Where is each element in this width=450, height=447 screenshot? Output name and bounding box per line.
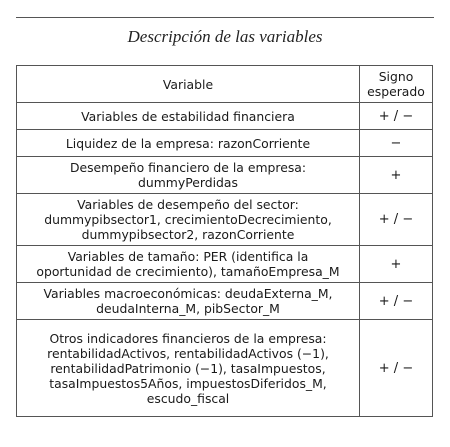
header-variable: Variable [17, 66, 360, 103]
variable-cell: Otros indicadores financieros de la empresa: rentabilidadActivos, rentabilidadActivos (−1), rentabilidadPatrimonio (−1), tasaImpuestos, tasaImpuestos5Años, impuestosDiferidos_M, escudo_fiscal [17, 320, 360, 417]
sign-cell: + [360, 157, 433, 194]
sign-cell: + / − [360, 283, 433, 320]
table-row [17, 157, 433, 194]
table-row [17, 194, 433, 246]
sign-cell: + / − [360, 103, 433, 130]
sign-cell: + / − [360, 320, 433, 417]
variable-cell: Variables de tamaño: PER (identifica la oportunidad de crecimiento), tamañoEmpresa_M [17, 246, 360, 283]
table-title: Descripción de las variables [127, 27, 323, 46]
top-rule [16, 17, 434, 18]
header-expected-sign: Signo esperado [360, 66, 433, 103]
table-row [17, 103, 433, 130]
variable-cell: Variables de estabilidad financiera [17, 103, 360, 130]
variables-table [16, 65, 433, 417]
variable-cell: Desempeño financiero de la empresa: dummyPerdidas [17, 157, 360, 194]
variable-cell: Variables de desempeño del sector: dummypibsector1, crecimientoDecrecimiento, dummypibsector2, razonCorriente [17, 194, 360, 246]
variable-cell: Liquidez de la empresa: razonCorriente [17, 130, 360, 157]
sign-cell: − [360, 130, 433, 157]
table-row [17, 320, 433, 417]
table-header-row [17, 66, 433, 103]
sign-cell: + [360, 246, 433, 283]
table-row [17, 130, 433, 157]
table-row [17, 283, 433, 320]
variable-cell: Variables macroeconómicas: deudaExterna_M, deudaInterna_M, pibSector_M [17, 283, 360, 320]
table-row [17, 246, 433, 283]
sign-cell: + / − [360, 194, 433, 246]
